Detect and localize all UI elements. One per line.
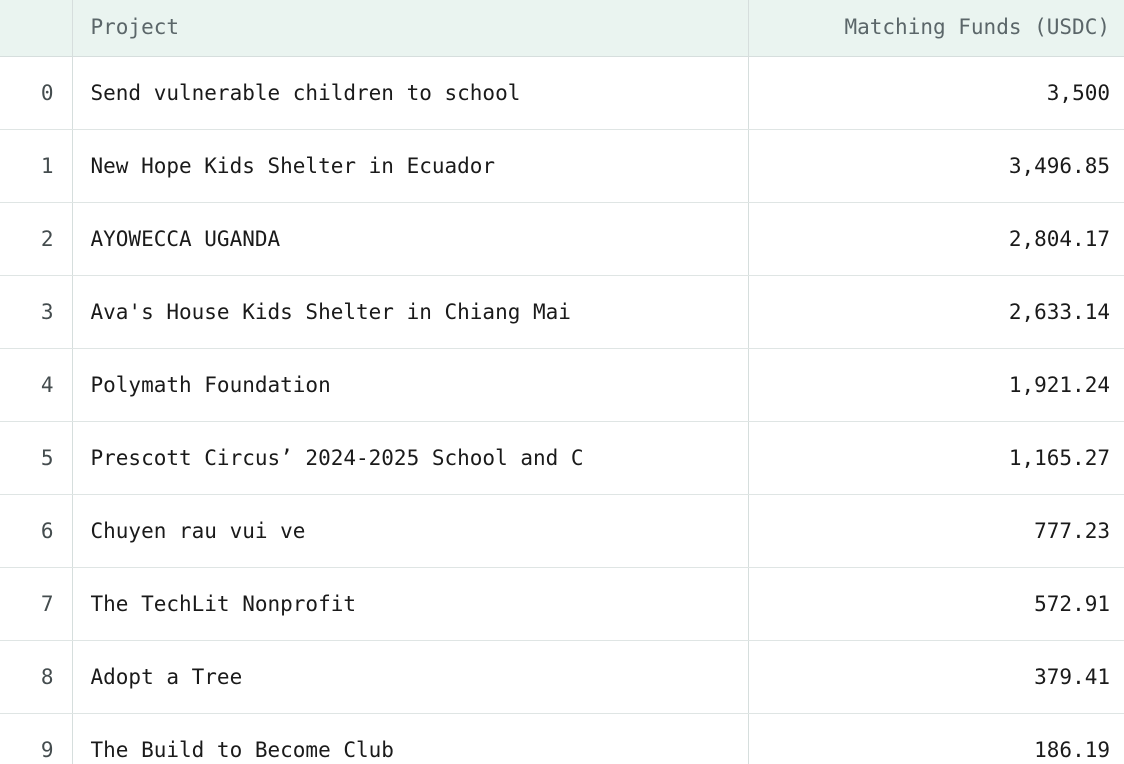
cell-matching-funds: 2,804.17 — [748, 203, 1124, 276]
table-row — [0, 714, 1124, 764]
table-row — [0, 130, 1124, 203]
column-header-index — [0, 0, 72, 57]
row-index: 8 — [0, 641, 72, 714]
row-index: 5 — [0, 422, 72, 495]
table-row — [0, 349, 1124, 422]
cell-matching-funds: 1,921.24 — [748, 349, 1124, 422]
row-index: 6 — [0, 495, 72, 568]
cell-project: Send vulnerable children to school — [72, 57, 748, 130]
row-index: 2 — [0, 203, 72, 276]
cell-project: The Build to Become Club — [72, 714, 748, 764]
cell-matching-funds: 1,165.27 — [748, 422, 1124, 495]
table-row — [0, 568, 1124, 641]
row-index: 7 — [0, 568, 72, 641]
table-header — [0, 0, 1124, 57]
cell-project: Prescott Circus’ 2024-2025 School and C — [72, 422, 748, 495]
cell-matching-funds: 2,633.14 — [748, 276, 1124, 349]
cell-matching-funds: 572.91 — [748, 568, 1124, 641]
cell-matching-funds: 379.41 — [748, 641, 1124, 714]
cell-project: New Hope Kids Shelter in Ecuador — [72, 130, 748, 203]
table-row — [0, 641, 1124, 714]
table-body — [0, 57, 1124, 764]
cell-project: Adopt a Tree — [72, 641, 748, 714]
row-index: 3 — [0, 276, 72, 349]
table-header-row — [0, 0, 1124, 57]
table-row — [0, 422, 1124, 495]
column-header-project: Project — [72, 0, 748, 57]
table-row — [0, 203, 1124, 276]
cell-matching-funds: 777.23 — [748, 495, 1124, 568]
column-header-matching-funds: Matching Funds (USDC) — [748, 0, 1124, 57]
cell-project: Polymath Foundation — [72, 349, 748, 422]
cell-matching-funds: 3,496.85 — [748, 130, 1124, 203]
cell-project: Chuyen rau vui ve — [72, 495, 748, 568]
cell-project: AYOWECCA UGANDA — [72, 203, 748, 276]
row-index: 0 — [0, 57, 72, 130]
cell-project: The TechLit Nonprofit — [72, 568, 748, 641]
table-row — [0, 276, 1124, 349]
row-index: 9 — [0, 714, 72, 764]
row-index: 4 — [0, 349, 72, 422]
cell-project: Ava's House Kids Shelter in Chiang Mai — [72, 276, 748, 349]
table-row — [0, 57, 1124, 130]
row-index: 1 — [0, 130, 72, 203]
cell-matching-funds: 186.19 — [748, 714, 1124, 764]
cell-matching-funds: 3,500 — [748, 57, 1124, 130]
table-row — [0, 495, 1124, 568]
